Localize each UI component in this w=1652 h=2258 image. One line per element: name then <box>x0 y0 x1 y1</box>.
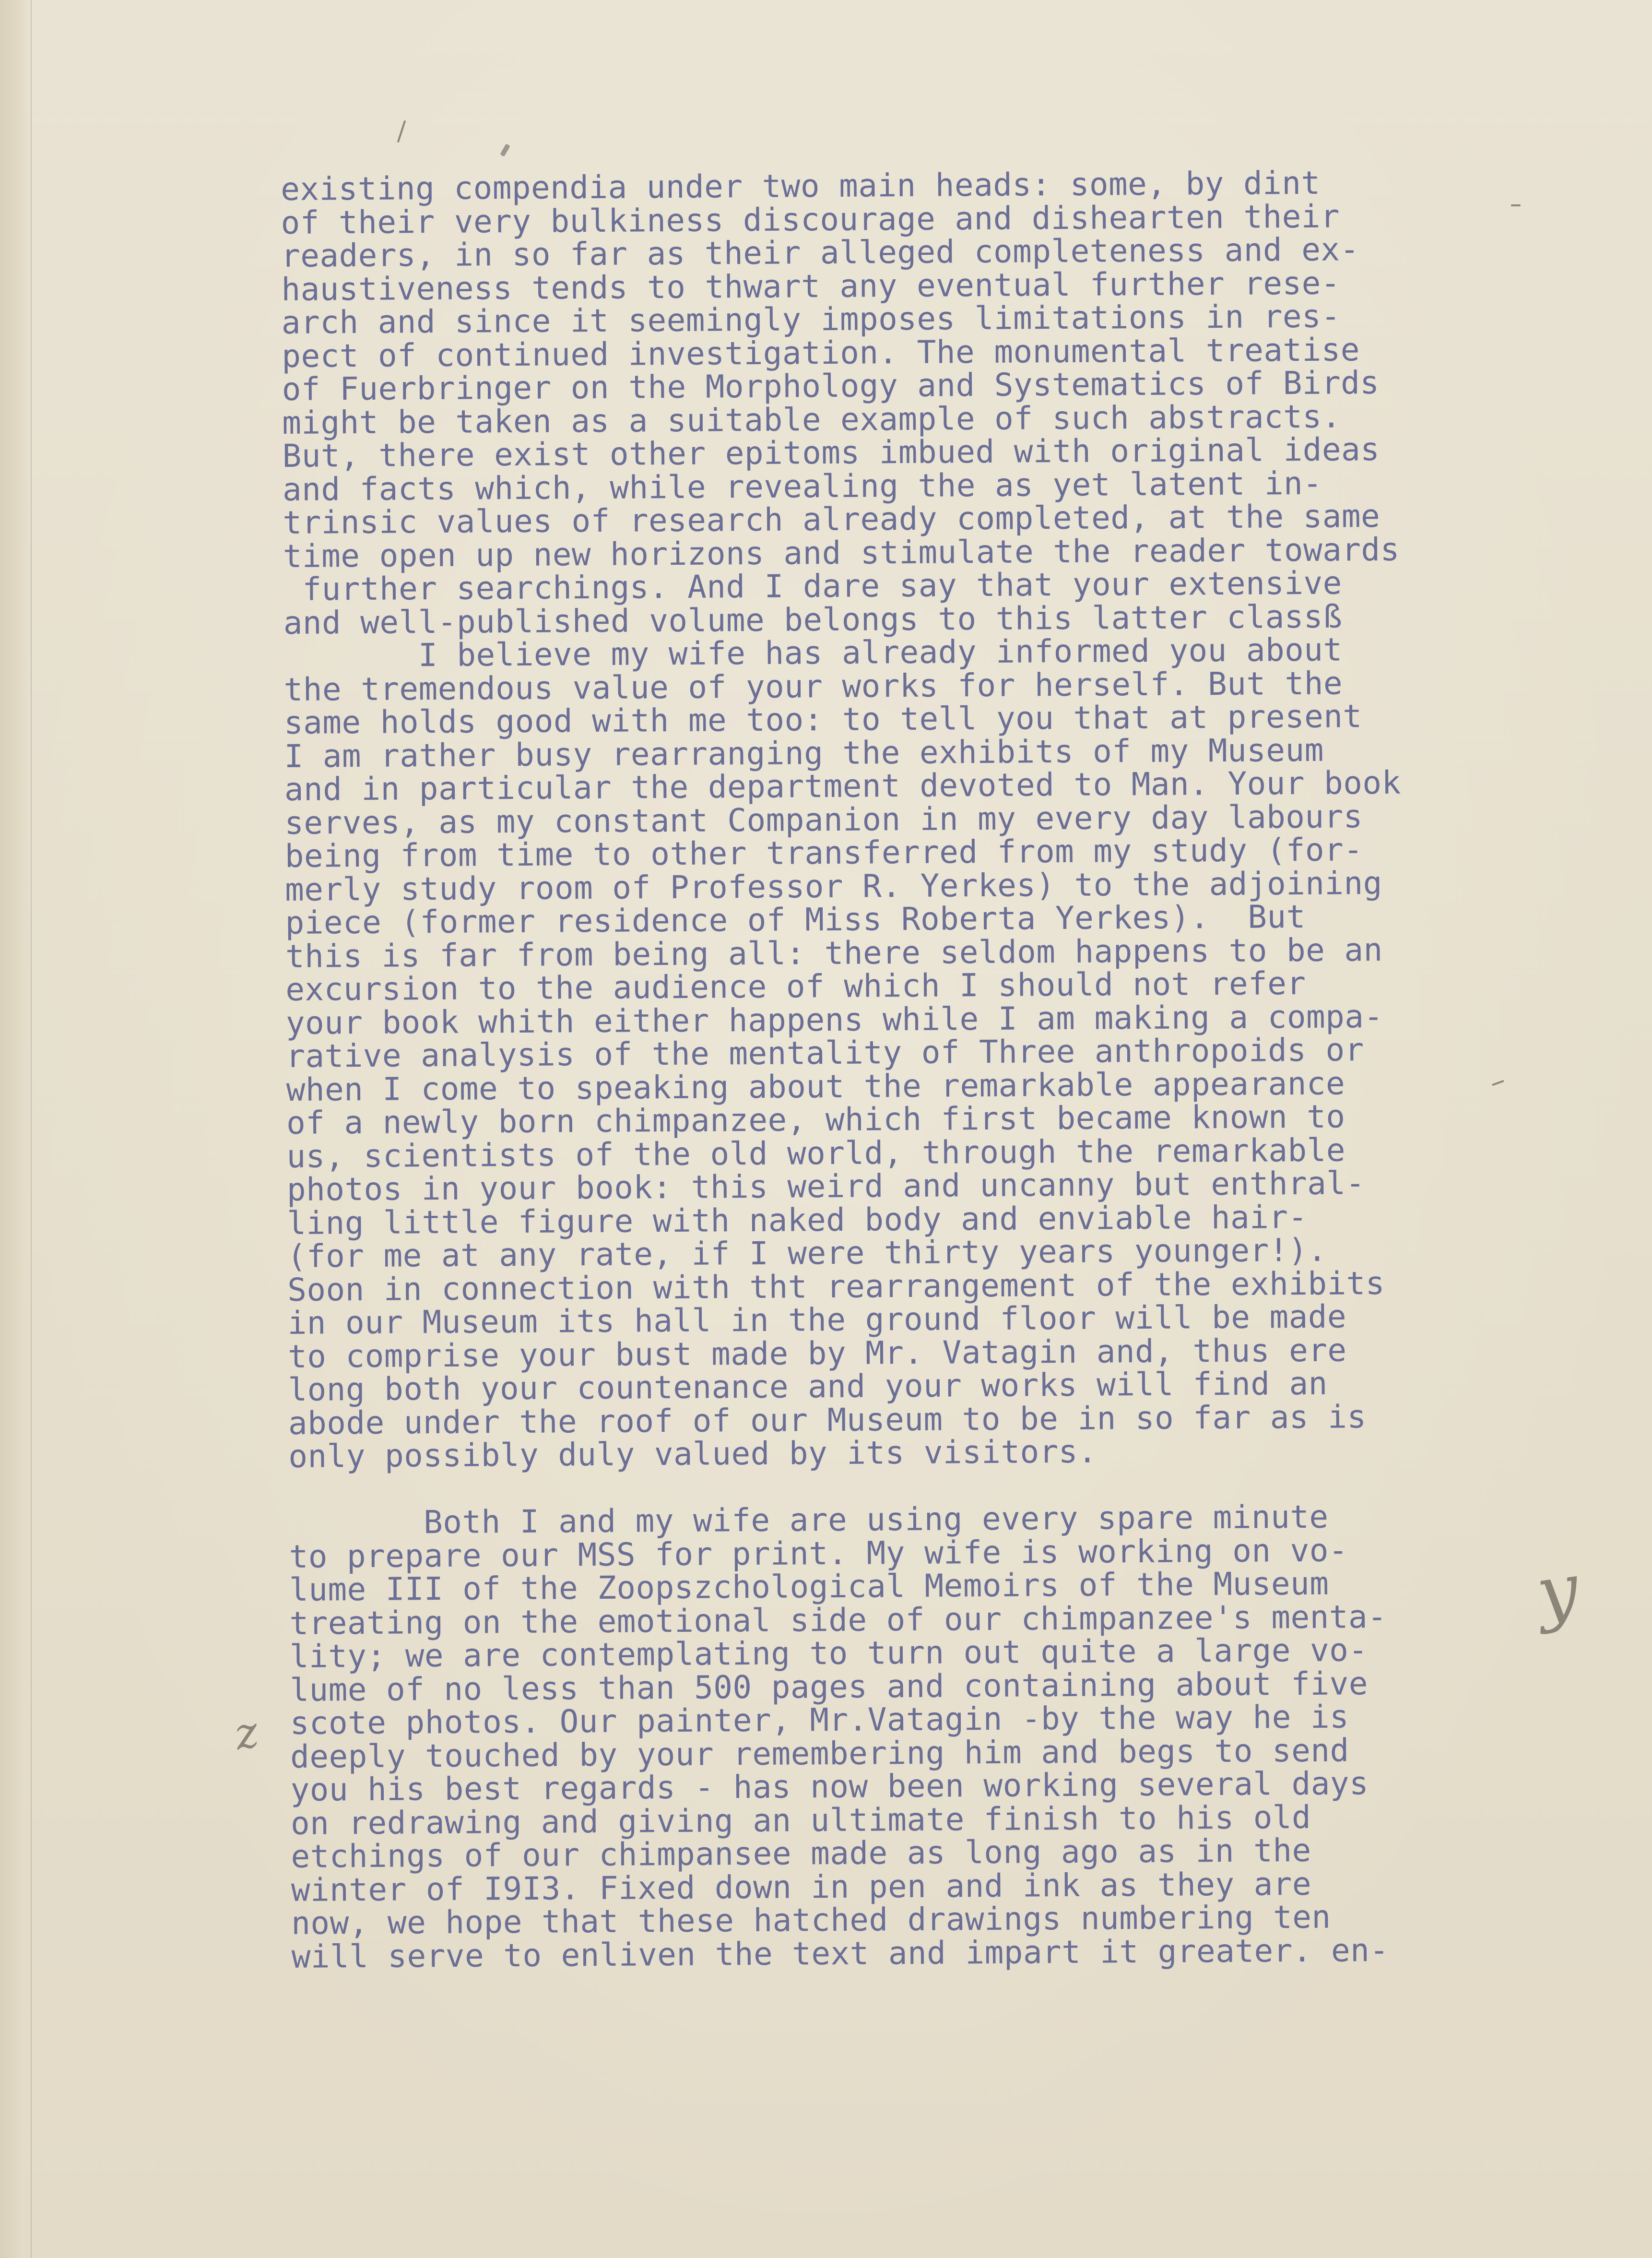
text-line: time open up new horizons and stimulate the reader towards <box>283 531 1400 575</box>
text-line: might be taken as a suitable example of such abstracts. <box>282 398 1341 441</box>
text-line: us, scientists of the old world, through the remarkable <box>286 1131 1346 1175</box>
text-line: and well-published volume belongs to this latter classß <box>283 597 1343 642</box>
typewritten-letter-body <box>281 165 1563 1973</box>
text-line: Soon in connection with tht rearrangement of the exhibits <box>287 1264 1385 1308</box>
text-line: being from time to other transferred from my study (for- <box>284 831 1363 875</box>
text-line: the tremendous value of your works for herself. But the <box>283 664 1343 708</box>
margin-mark-left: z <box>231 1706 262 1760</box>
text-line: But, there exist other epitoms imbued with original ideas <box>282 431 1380 475</box>
text-line: abode under the roof of our Museum to be in so far as is <box>288 1398 1367 1442</box>
text-line: scote photos. Our painter, Mr.Vatagin -by the way he is <box>290 1698 1349 1742</box>
text-line: photos in your book: this weird and uncanny but enthral- <box>286 1165 1365 1208</box>
text-line: ling little figure with naked body and enviable hair- <box>287 1198 1308 1242</box>
text-line: excursion to the audience of which I should not refer <box>285 964 1306 1008</box>
text-line: readers, in so far as their alleged completeness and ex- <box>281 231 1359 274</box>
text-line: lume of no less than 500 pages and containing about five <box>290 1664 1369 1709</box>
text-line: serves, as my constant Companion in my every day labours <box>284 797 1363 842</box>
text-line: this is far from being all: there seldom happens to be an <box>285 931 1383 975</box>
text-line: existing compendia under two main heads: some, by dint <box>280 164 1321 208</box>
text-line: rative analysis of the mentality of Three anthropoids or <box>286 1031 1365 1075</box>
text-line: I believe my wife has already informed you about <box>283 631 1343 675</box>
text-line: haustiveness tends to thwart any eventual further rese- <box>281 264 1341 308</box>
text-line: lity; we are contemplating to turn out quite a large vo- <box>289 1631 1368 1675</box>
margin-mark-right: y <box>1532 1547 1584 1636</box>
page-edge-line <box>31 0 32 2258</box>
text-line: etchings of our chimpansee made as long ago as in the <box>291 1831 1311 1875</box>
page-edge-shadow <box>0 0 32 2258</box>
text-line: piece (former residence of Miss Roberta Yerkes). But <box>285 898 1306 941</box>
text-line: trinsic values of research already completed, at the same <box>283 498 1381 541</box>
text-line: only possibly duly valued by its visitors. <box>288 1433 1097 1475</box>
text-line: now, we hope that these hatched drawings numbering ten <box>291 1898 1331 1942</box>
text-line: and in particular the department devoted to Man. Your book <box>284 764 1401 808</box>
text-line: to prepare our MSS for print. My wife is working on vo- <box>289 1531 1348 1575</box>
pencil-stroke <box>397 120 406 143</box>
text-line: long both your countenance and your works will find an <box>288 1365 1328 1408</box>
text-line: of Fuerbringer on the Morphology and Systematics of Birds <box>282 364 1380 408</box>
text-line: I am rather busy rearranging the exhibits of my Museum <box>284 731 1324 775</box>
text-line: pect of continued investigation. The monumental treatise <box>282 331 1360 375</box>
text-line: will serve to enliven the text and impart it greater. en- <box>291 1931 1389 1975</box>
text-line: and facts which, while revealing the as yet latent in- <box>282 464 1322 508</box>
text-line: further searchings. And I dare say that your extensive <box>283 564 1342 608</box>
text-line: when I come to speaking about the remarkable appearance <box>286 1064 1345 1108</box>
text-line: same holds good with me too: to tell you that at present <box>283 698 1362 741</box>
text-line: treating on the emotional side of our chimpanzee's menta- <box>289 1598 1387 1642</box>
text-line: your book whith either happens while I am making a compa- <box>285 998 1383 1042</box>
text-line: of a newly born chimpanzee, which first became known to <box>286 1098 1345 1141</box>
text-line: arch and since it seemingly imposes limitations in res- <box>281 297 1341 341</box>
text-line: Both I and my wife are using every spare minute <box>288 1498 1329 1542</box>
text-line: deeply touched by your remembering him and begs to send <box>290 1731 1349 1775</box>
text-line: of their very bulkiness discourage and dishearten their <box>281 198 1340 241</box>
text-line: lume III of the Zoopszchological Memoirs of the Museum <box>289 1565 1329 1608</box>
text-line: you his best regards - has now been working several days <box>290 1765 1369 1808</box>
text-line: winter of I9I3. Fixed down in pen and ink as they are <box>291 1865 1312 1909</box>
text-line: merly study room of Professor R. Yerkes) to the adjoining <box>284 864 1383 908</box>
text-line: on redrawing and giving an ultimate finish to his old <box>290 1798 1311 1842</box>
text-line: to comprise your bust made by Mr. Vatagin and, thus ere <box>287 1331 1347 1375</box>
pencil-smudge <box>500 143 510 157</box>
text-line: in our Museum its hall in the ground floor will be made <box>287 1298 1347 1342</box>
text-line: (for me at any rate, if I were thirty years younger!). <box>287 1231 1327 1275</box>
